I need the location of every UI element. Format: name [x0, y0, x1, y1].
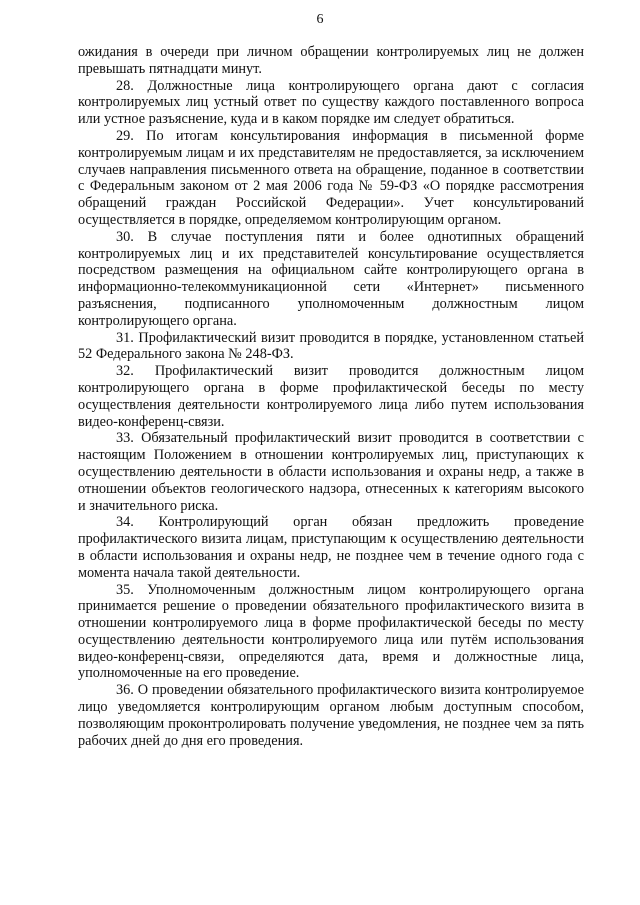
page-number: 6	[316, 12, 324, 27]
paragraph-35: 35. Уполномоченным должностным лицом контролирующего органа принимается решение о проведении обязательного профилактического визита в отношении контролируемого лица в форме профилактической беседы по месту осуществлению деятельности контролируемого лица или путём использования видео-конференц-связи, определяются дата, время и должностные лица, уполномоченные на его проведение.	[78, 581, 584, 682]
paragraph-32: 32. Профилактический визит проводится должностным лицом контролирующего органа в форме профилактической беседы по месту осуществления деятельности контролируемого лица либо путем использования видео-конференц-связи.	[78, 363, 584, 430]
paragraph-29: 29. По итогам консультирования информация в письменной форме контролируемым лицам и их представителям не предоставляется, за исключением случаев направления письменного ответа на обращение, поданное в соответствии с Федеральным законом от 2 мая 2006 года № 59-ФЗ «О порядке рассмотрения обращений граждан Российской Федерации». Учет консультирований осуществляется в порядке, определяемом контролирующим органом.	[78, 127, 584, 228]
paragraph-31: 31. Профилактический визит проводится в порядке, установленном статьей 52 Федерального закона № 248-ФЗ.	[78, 329, 584, 363]
paragraph-33: 33. Обязательный профилактический визит проводится в соответствии с настоящим Положением в отношении контролируемых лиц, приступающих к осуществлению деятельности в области использования и охраны недр, а также в отношении объектов геологического надзора, отнесенных к категориям высокого и значительного риска.	[78, 430, 584, 514]
paragraph-36: 36. О проведении обязательного профилактического визита контролируемое лицо уведомляется контролирующим органом любым доступным способом, позволяющим проконтролировать получение уведомления, не позднее чем за пять рабочих дней до дня его проведения.	[78, 682, 584, 749]
paragraph-28: 28. Должностные лица контролирующего органа дают с согласия контролируемых лиц устный ответ по существу каждого поставленного вопроса или устное разъяснение, куда и в каком порядке им следует обратиться.	[78, 77, 584, 128]
document-body	[78, 44, 584, 749]
paragraph-30: 30. В случае поступления пяти и более однотипных обращений контролируемых лиц и их представителей консультирование осуществляется посредством размещения на официальном сайте контролирующего органа в информационно-телекоммуникационной сети «Интернет» письменного разъяснения, подписанного уполномоченным должностным лицом контролирующего органа.	[78, 228, 584, 329]
paragraph-34: 34. Контролирующий орган обязан предложить проведение профилактического визита лицам, приступающим к осуществлению деятельности в области использования и охраны недр, не позднее чем в течение одного года с момента начала такой деятельности.	[78, 514, 584, 581]
paragraph-continuation: ожидания в очереди при личном обращении контролируемых лиц не должен превышать пятнадцати минут.	[78, 44, 584, 77]
